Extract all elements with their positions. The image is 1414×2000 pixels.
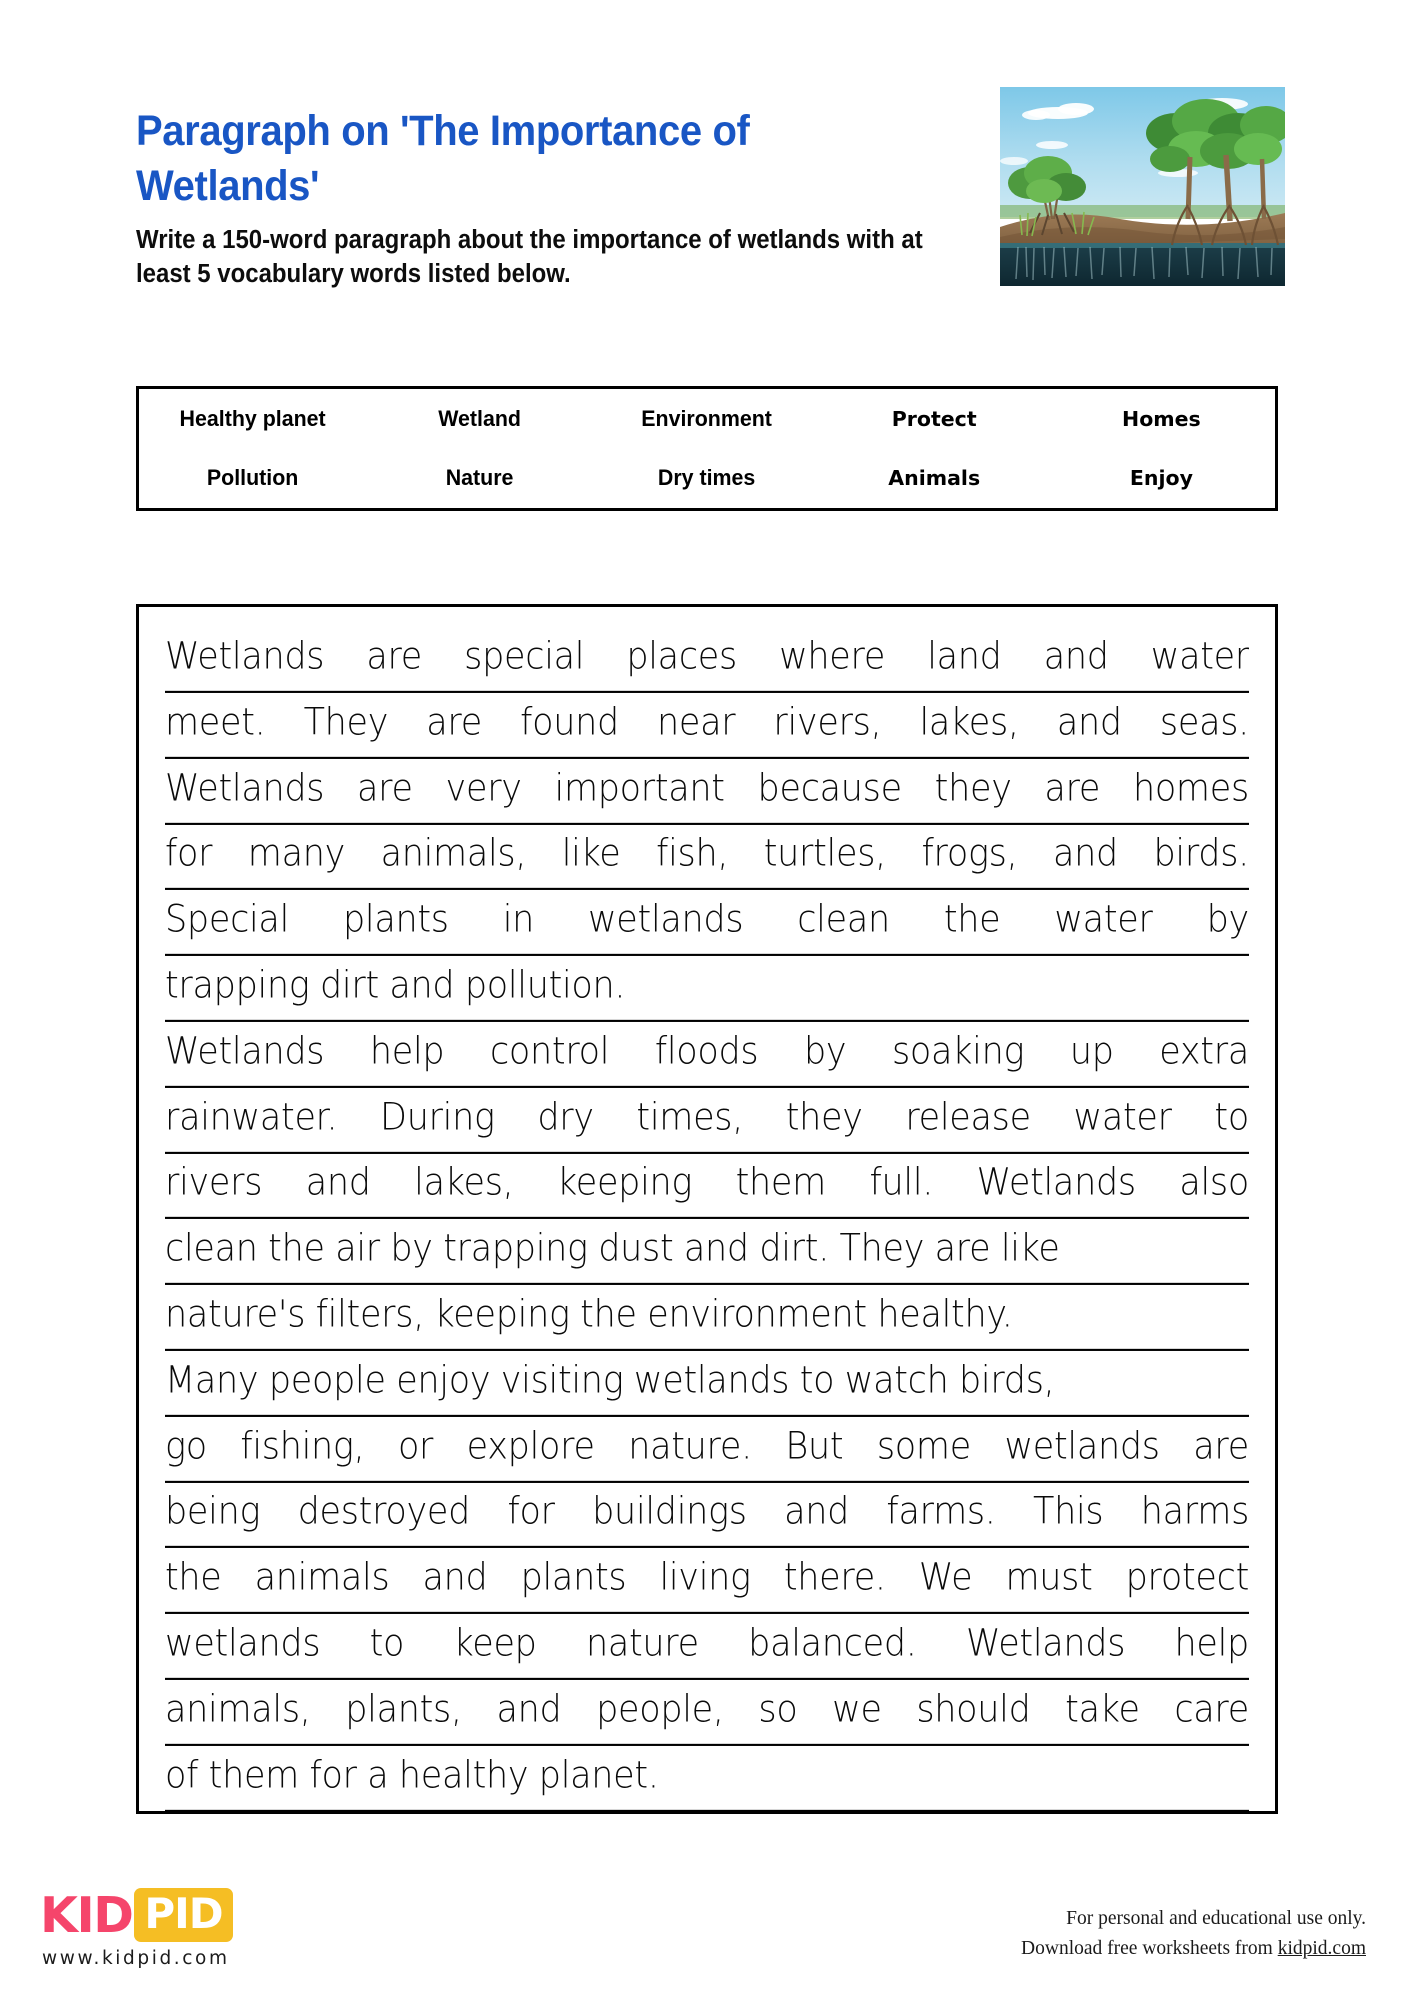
header [136,104,1286,304]
answer-word: keeping [434,1293,570,1337]
vocabulary-box [136,386,1278,511]
footer-kidpid-link[interactable]: kidpid.com [1277,1938,1366,1960]
answer-word: many [247,833,346,876]
answer-word: water [1054,898,1153,942]
vocab-word: Enjoy [1129,466,1193,491]
answer-word: places [626,635,737,679]
answer-word: Wetlands [165,635,325,679]
answer-word: they [785,1096,863,1139]
answer-word: water [1150,635,1249,679]
answer-word: full. [869,1162,934,1205]
instruction-text: Write a 150-word paragraph about the importance of wetlands with at least 5 vocabulary words listed below. [136,226,923,289]
answer-word: nature [585,1622,699,1666]
answer-word: harms [1140,1491,1249,1534]
answer-word: and [496,1688,562,1731]
answer-word: are [366,635,423,679]
answer-word: animals, [165,1688,311,1731]
answer-word: trapping [165,964,310,1008]
answer-word: buildings [592,1491,747,1534]
answer-line [165,755,1249,825]
answer-word: and [1056,701,1122,744]
answer-word: animals [254,1556,390,1600]
answer-word: are [1044,767,1101,810]
answer-word: trapping [443,1227,588,1271]
answer-word: by [1206,898,1249,942]
answer-word: homes [1132,767,1249,810]
answer-word: so [758,1688,798,1731]
answer-word: to [1214,1096,1249,1139]
answer-word: important [554,767,725,810]
answer-word: wetlands [1004,1425,1160,1468]
header-text-block [136,104,996,292]
answer-word: extra [1159,1030,1249,1073]
answer-word: visiting [500,1359,624,1402]
logo-kid-text: KID [40,1886,133,1944]
answer-word: the [268,1227,325,1271]
answer-word: But [785,1425,844,1468]
answer-word: a [367,1754,389,1797]
answer-line [165,820,1249,890]
answer-word: help [369,1030,445,1073]
vocab-word: Protect [891,406,977,431]
answer-word: care [1174,1688,1249,1731]
answer-word: nature. [628,1425,752,1468]
answer-word: for [309,1754,357,1797]
vocab-word: Healthy planet [179,405,326,431]
answer-word: destroyed [297,1491,471,1534]
answer-word: for [165,833,213,876]
answer-word: farms. [886,1491,996,1534]
answer-word: watch [844,1359,949,1402]
answer-line [165,886,1249,956]
answer-line [165,689,1249,759]
wetland-illustration [1000,87,1285,286]
answer-word: up [1069,1030,1114,1073]
answer-word: enjoy [396,1359,491,1402]
answer-word: dry [537,1096,594,1139]
answer-word: by [804,1030,847,1073]
answer-word: people [268,1359,386,1402]
answer-word: people, [596,1688,724,1731]
answer-word: meet. [165,701,266,744]
vocab-word: Homes [1122,406,1201,431]
answer-word: are [1193,1425,1249,1468]
answer-word: land [927,635,1002,679]
answer-word: them [208,1754,299,1797]
logo-mark [40,1888,233,1942]
answer-word: some [876,1425,971,1468]
answer-word: Wetlands [165,767,325,810]
answer-word: and [305,1162,371,1205]
footer-notice-prefix: Download free worksheets from [1021,1938,1278,1960]
answer-word: and [1052,833,1118,876]
answer-word: They [839,1227,925,1271]
answer-word: because [757,767,902,810]
answer-word: environment [647,1293,867,1337]
answer-word: They [303,701,389,744]
vocab-word: Nature [445,465,514,491]
answer-word: filters, [315,1293,425,1337]
answer-word: healthy. [877,1293,1013,1337]
answer-word: help [1174,1622,1249,1666]
answer-word: rivers [165,1162,263,1205]
answer-word: them [735,1162,826,1205]
answer-word: water [1073,1096,1172,1139]
answer-word: clean [165,1227,258,1271]
answer-word: protect [1125,1556,1249,1600]
answer-word: planet. [538,1754,659,1797]
answer-word: or [397,1425,434,1468]
answer-word: frogs, [921,833,1018,876]
answer-line [165,1018,1249,1088]
vocabulary-row-1 [139,389,1275,449]
answer-word: should [916,1688,1031,1731]
answer-word: soaking [892,1030,1025,1073]
answer-word: This [1033,1491,1104,1534]
answer-word: to [799,1359,835,1402]
answer-word: control [489,1030,610,1073]
answer-word: and [389,964,455,1008]
answer-word: wetlands [633,1359,790,1402]
answer-line [165,1215,1249,1285]
answer-word: floods [654,1030,759,1073]
vocab-word: Animals [888,466,981,491]
answer-word: and [683,1227,749,1271]
answer-word: birds. [1153,833,1249,876]
answer-word: balanced. [748,1622,917,1666]
footer-notice-line-1: For personal and educational use only. [1066,1908,1366,1929]
answer-word: keeping [556,1162,693,1205]
answer-word: must [1005,1556,1093,1600]
answer-word: seas. [1159,701,1249,744]
answer-word: living [659,1556,751,1600]
answer-word: the [943,898,1001,942]
answer-word: found [520,701,619,744]
answer-line [165,1347,1249,1417]
footer [0,1880,1414,2000]
answer-word: special [464,635,585,679]
answer-word: take [1065,1688,1140,1731]
answer-word: very [445,767,522,810]
answer-word: During [380,1096,495,1139]
footer-notice-line-2 [1021,1934,1366,1964]
answer-word: the [580,1293,637,1337]
answer-word: fish, [656,833,729,876]
answer-word: air [335,1227,380,1271]
answer-word: for [507,1491,555,1534]
answer-word: are [426,701,482,744]
answer-word: Many [165,1359,259,1402]
answer-word: healthy [398,1754,529,1797]
answer-word: keep [453,1622,537,1666]
answer-line [165,623,1249,693]
answer-word: in [502,898,534,942]
answer-word: Wetlands [165,1030,325,1073]
answer-word: are [357,767,413,810]
answer-line [165,952,1249,1022]
answer-word: explore [466,1425,595,1468]
answer-line [165,1084,1249,1154]
answer-line [165,1676,1249,1746]
answer-word: wetlands [165,1622,321,1666]
answer-word: like [1000,1227,1060,1271]
answer-line [165,1281,1249,1351]
answer-paragraph-box[interactable] [136,604,1278,1814]
answer-word: dirt [320,964,379,1008]
answer-word: times, [636,1096,744,1139]
answer-line [165,1610,1249,1680]
answer-word: Special [165,898,290,942]
answer-word: pollution. [464,964,626,1008]
answer-word: wetlands [587,898,744,942]
answer-word: near [656,701,736,744]
answer-word: and [1043,635,1109,679]
answer-word: We [918,1556,973,1600]
vocab-word: Wetland [438,405,522,431]
answer-line [165,1413,1249,1483]
answer-word: lakes, [414,1162,514,1205]
answer-word: being [165,1491,261,1534]
answer-word: Wetlands [976,1162,1136,1205]
answer-word: birds, [958,1359,1055,1402]
answer-word: plants [520,1556,627,1600]
answer-line [165,1742,1249,1812]
answer-word: nature's [165,1293,306,1337]
logo-website-url[interactable]: www.kidpid.com [42,1948,230,1969]
answer-word: there. [783,1556,886,1600]
answer-word: Wetlands [965,1622,1126,1666]
answer-word: clean [797,898,890,942]
answer-word: we [832,1688,882,1731]
answer-word: dirt. [759,1227,830,1271]
logo-pid-text: PID [134,1888,232,1942]
answer-word: rainwater. [165,1096,338,1139]
kidpid-logo[interactable] [40,1888,233,1969]
answer-word: like [561,833,621,876]
answer-line [165,1478,1249,1548]
answer-word: are [934,1227,991,1271]
answer-word: of [165,1754,199,1797]
answer-word: they [934,767,1012,810]
answer-word: release [905,1096,1031,1139]
answer-line [165,1149,1249,1219]
answer-word: rivers, [773,701,882,744]
answer-word: fishing, [240,1425,365,1468]
vocab-word: Environment [641,405,773,431]
answer-word: lakes, [919,701,1019,744]
answer-word: also [1179,1162,1249,1205]
answer-word: and [784,1491,850,1534]
vocabulary-row-2 [139,449,1275,509]
answer-word: go [165,1425,207,1468]
answer-word: where [779,635,886,679]
answer-word: by [390,1227,433,1271]
answer-word: turtles, [763,833,886,876]
answer-word: dust [598,1227,674,1271]
wetland-illustration-svg [1000,87,1285,286]
answer-line [165,1544,1249,1614]
vocab-word: Pollution [206,465,299,491]
answer-word: the [165,1556,222,1600]
answer-word: animals, [380,833,527,876]
answer-word: plants, [345,1688,462,1731]
vocab-word: Dry times [658,465,756,491]
answer-word: and [422,1556,488,1600]
footer-notice [1021,1904,1366,1964]
page-title: Paragraph on 'The Importance of Wetlands' [136,107,750,211]
answer-word: plants [342,898,449,942]
answer-word: to [369,1622,405,1666]
